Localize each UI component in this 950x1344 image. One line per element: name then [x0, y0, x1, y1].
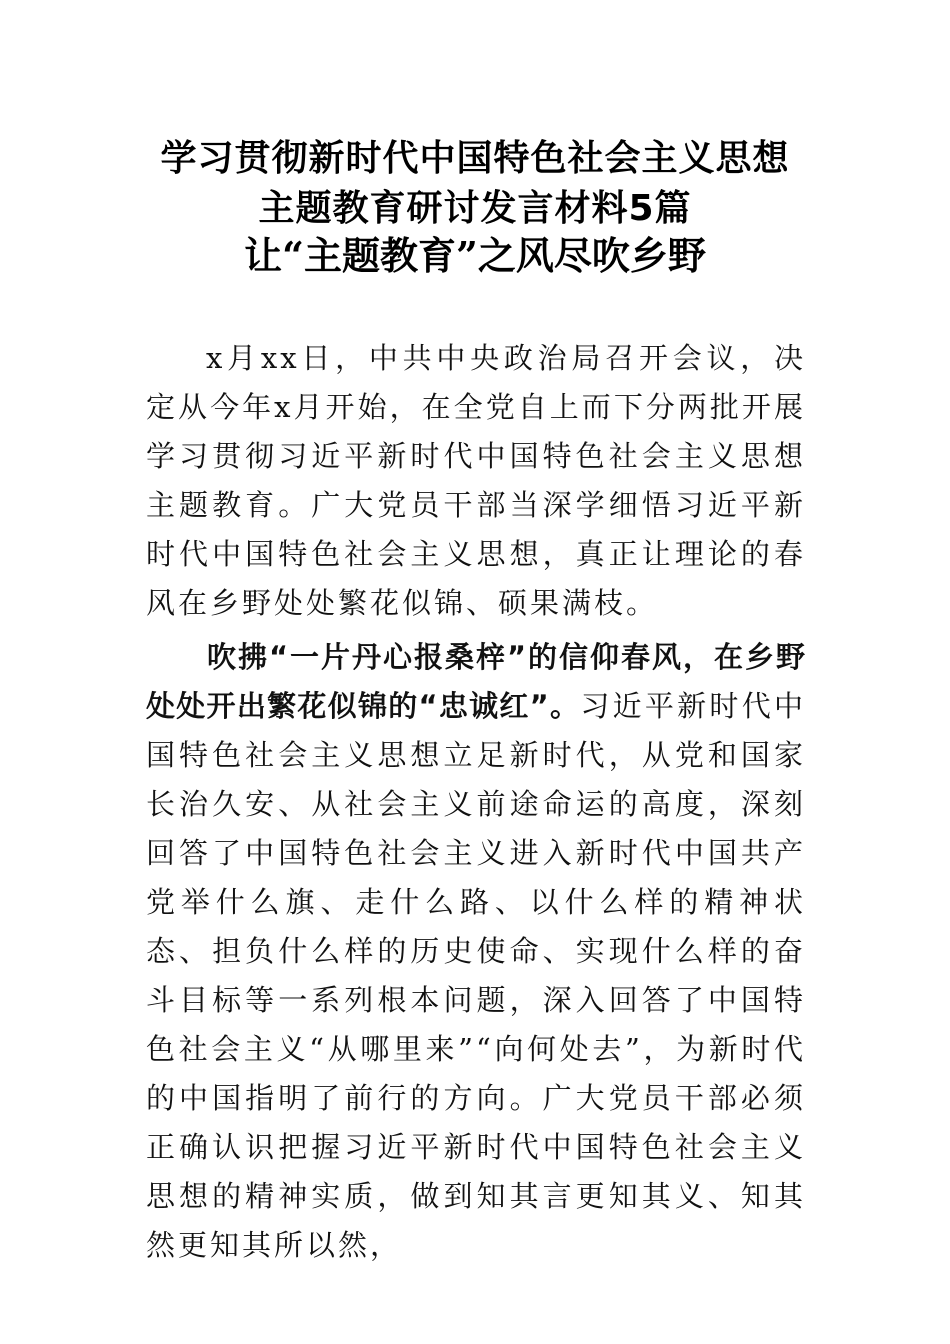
document-title-line-2: 主题教育研讨发言材料5篇 [258, 188, 692, 229]
paragraph-1-text: x月xx日，中共中央政治局召开会议，决定从今年x月开始，在全党自上而下分两批开展学习贯彻习近平新时代中国特色社会主义思想主题教育。广大党员干部当深学细悟习近平新时代中国特色社会主义思想，真正让理论的春风在乡野处处繁花似锦、硕果满枝。 [146, 341, 806, 620]
paragraph-2-text: 习近平新时代中国特色社会主义思想立足新时代，从党和国家长治久安、从社会主义前途命运的高度，深刻回答了中国特色社会主义进入新时代中国共产党举什么旗、走什么路、以什么样的精神状态、担负什么样的历史使命、实现什么样的奋斗目标等一系列根本问题，深入回答了中国特色社会主义“从哪里来”“向何处去”，为新时代的中国指明了前行的方向。广大党员干部必须正确认识把握习近平新时代中国特色社会主义思想的精神实质，做到知其言更知其义、知其然更知其所以然， [146, 689, 806, 1262]
article-subtitle: 让“主题教育”之风尽吹乡野 [244, 233, 706, 278]
paragraph-1 [146, 334, 806, 628]
paragraph-2 [146, 633, 806, 1270]
document-title-line-1: 学习贯彻新时代中国特色社会主义思想 [160, 138, 790, 179]
paragraph-2-lead-sentence: 吹拂“一片丹心报桑梓”的信仰春风，在乡野处处开出繁花似锦的“忠诚红”。 [146, 640, 806, 723]
